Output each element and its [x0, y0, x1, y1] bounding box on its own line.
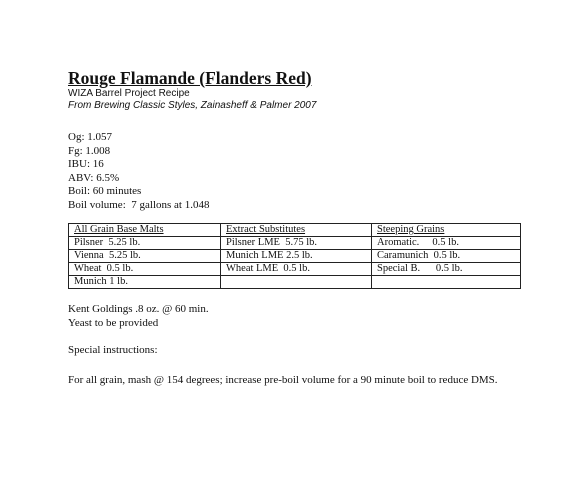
table-row [69, 237, 521, 250]
special-instructions-text: For all grain, mash @ 154 degrees; increase pre-boil volume for a 90 minute boil to reduce DMS. [68, 373, 498, 386]
recipe-subtitle: WIZA Barrel Project Recipe [68, 88, 190, 99]
header-steeping: Steeping Grains [372, 224, 521, 237]
table-cell: Pilsner LME 5.75 lb. [221, 237, 372, 250]
table-cell: Vienna 5.25 lb. [69, 250, 221, 263]
stat-abv: ABV: 6.5% [68, 171, 120, 184]
table-cell: Special B. 0.5 lb. [372, 263, 521, 276]
stat-boil: Boil: 60 minutes [68, 185, 142, 197]
stat-ibu: IBU: 16 [68, 158, 104, 170]
table-cell [221, 276, 372, 289]
header-all-grain: All Grain Base Malts [69, 224, 221, 237]
stat-boil-volume: Boil volume: 7 gallons at 1.048 [68, 198, 210, 211]
table-cell: Munich 1 lb. [69, 276, 221, 289]
table-cell: Caramunich 0.5 lb. [372, 250, 521, 263]
grain-table [68, 223, 521, 289]
recipe-stats [68, 131, 538, 212]
yeast-line: Yeast to be provided [68, 316, 159, 329]
recipe-page [68, 68, 538, 388]
table-cell: Aromatic. 0.5 lb. [372, 237, 521, 250]
header-extract: Extract Substitutes [221, 224, 372, 237]
table-row [69, 263, 521, 276]
recipe-source: From Brewing Classic Styles, Zainasheff & Palmer 2007 [68, 100, 317, 111]
table-cell: Munich LME 2.5 lb. [221, 250, 372, 263]
stat-fg: Fg: 1.008 [68, 144, 111, 157]
table-row [69, 250, 521, 263]
stat-og: Og: 1.057 [68, 131, 112, 143]
table-cell [372, 276, 521, 289]
table-row [69, 276, 521, 289]
special-instructions-heading: Special instructions: [68, 344, 158, 356]
table-cell: Wheat LME 0.5 lb. [221, 263, 372, 276]
table-cell: Wheat 0.5 lb. [69, 263, 221, 276]
hops-section [68, 303, 538, 330]
table-cell: Pilsner 5.25 lb. [69, 237, 221, 250]
hops-line: Kent Goldings .8 oz. @ 60 min. [68, 303, 209, 315]
grain-table-header-row [69, 224, 521, 237]
recipe-title: Rouge Flamande (Flanders Red) [68, 68, 312, 88]
